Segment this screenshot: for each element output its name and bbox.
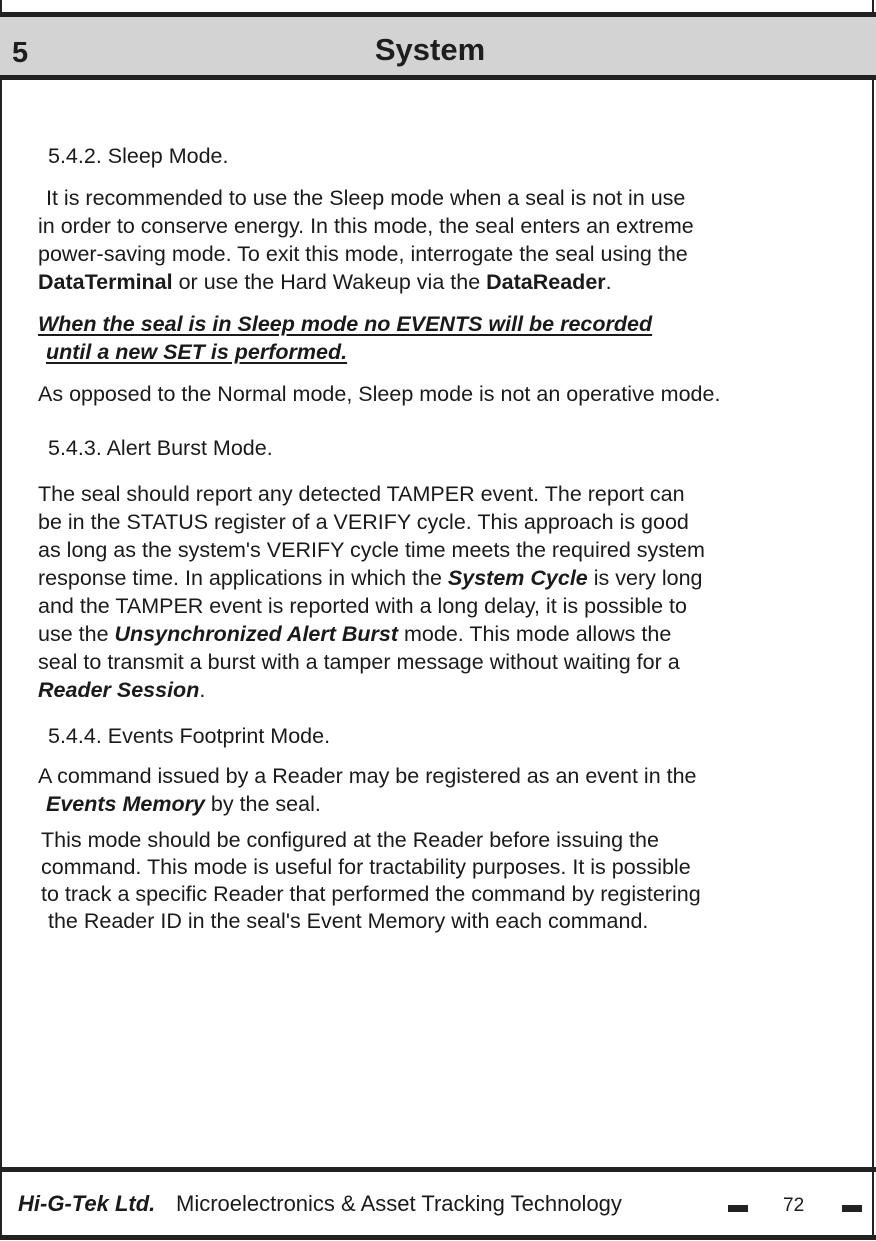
text-run: use the: [38, 622, 115, 646]
section-heading-alert-burst-mode: 5.4.3. Alert Burst Mode.: [48, 436, 273, 460]
warning-line: until a new SET is performed.: [46, 340, 348, 364]
term-dataterminal: DataTerminal: [38, 270, 173, 294]
text-run: .: [605, 270, 612, 294]
paragraph-line: power-saving mode. To exit this mode, interrogate the seal using the: [38, 242, 688, 266]
text-run: .: [199, 678, 206, 702]
text-run: is very long: [587, 566, 703, 590]
paragraph-line: The seal should report any detected TAMPER event. The report can: [38, 482, 685, 506]
paragraph-line: It is recommended to use the Sleep mode when a seal is not in use: [46, 186, 686, 210]
paragraph-line: As opposed to the Normal mode, Sleep mode is not an operative mode.: [38, 382, 721, 406]
paragraph-line: [38, 620, 671, 648]
term-system-cycle: System Cycle: [447, 566, 588, 590]
text-run: response time. In applications in which the: [38, 566, 448, 590]
section-heading-events-footprint-mode: 5.4.4. Events Footprint Mode.: [48, 724, 331, 748]
warning-line: When the seal is in Sleep mode no EVENTS will be recorded: [38, 312, 653, 336]
paragraph-line: the Reader ID in the seal's Event Memory with each command.: [48, 909, 649, 933]
paragraph-line: [38, 268, 612, 296]
text-run: by the seal.: [204, 792, 321, 816]
paragraph-line: [46, 790, 321, 818]
paragraph-line: be in the STATUS register of a VERIFY cycle. This approach is good: [38, 510, 689, 534]
page-number: 72: [783, 1195, 805, 1216]
paragraph-line: and the TAMPER event is reported with a long delay, it is possible to: [38, 594, 687, 618]
term-reader-session: Reader Session: [38, 678, 200, 702]
term-unsynchronized-alert-burst: Unsynchronized Alert Burst: [114, 622, 399, 646]
paragraph-line: A command issued by a Reader may be registered as an event in the: [38, 764, 697, 788]
chapter-number: 5: [12, 37, 29, 69]
paragraph-line: in order to conserve energy. In this mode, the seal enters an extreme: [38, 214, 694, 238]
section-heading-sleep-mode: 5.4.2. Sleep Mode.: [48, 144, 229, 168]
paragraph-line: [38, 564, 702, 592]
text-run: or use the Hard Wakeup via the: [172, 270, 487, 294]
footer-description: Microelectronics & Asset Tracking Technology: [176, 1191, 622, 1216]
footer-dash-left: [728, 1205, 748, 1212]
paragraph-line: command. This mode is useful for tractability purposes. It is possible: [41, 855, 691, 879]
footer-dash-right: [842, 1205, 862, 1212]
chapter-header: [0, 12, 876, 80]
footer-company-name: Hi-G-Tek Ltd.: [18, 1191, 156, 1216]
chapter-title: System: [374, 32, 486, 67]
paragraph-line: as long as the system's VERIFY cycle time meets the required system: [38, 538, 705, 562]
text-run: mode. This mode allows the: [398, 622, 672, 646]
term-datareader: DataReader: [486, 270, 606, 294]
page-footer: [0, 1167, 876, 1240]
paragraph-line: to track a specific Reader that performed the command by registering: [41, 882, 701, 906]
paragraph-line: [38, 676, 205, 704]
paragraph-line: seal to transmit a burst with a tamper message without waiting for a: [38, 650, 680, 674]
paragraph-line: This mode should be configured at the Reader before issuing the: [41, 828, 659, 852]
term-events-memory: Events Memory: [46, 792, 205, 816]
